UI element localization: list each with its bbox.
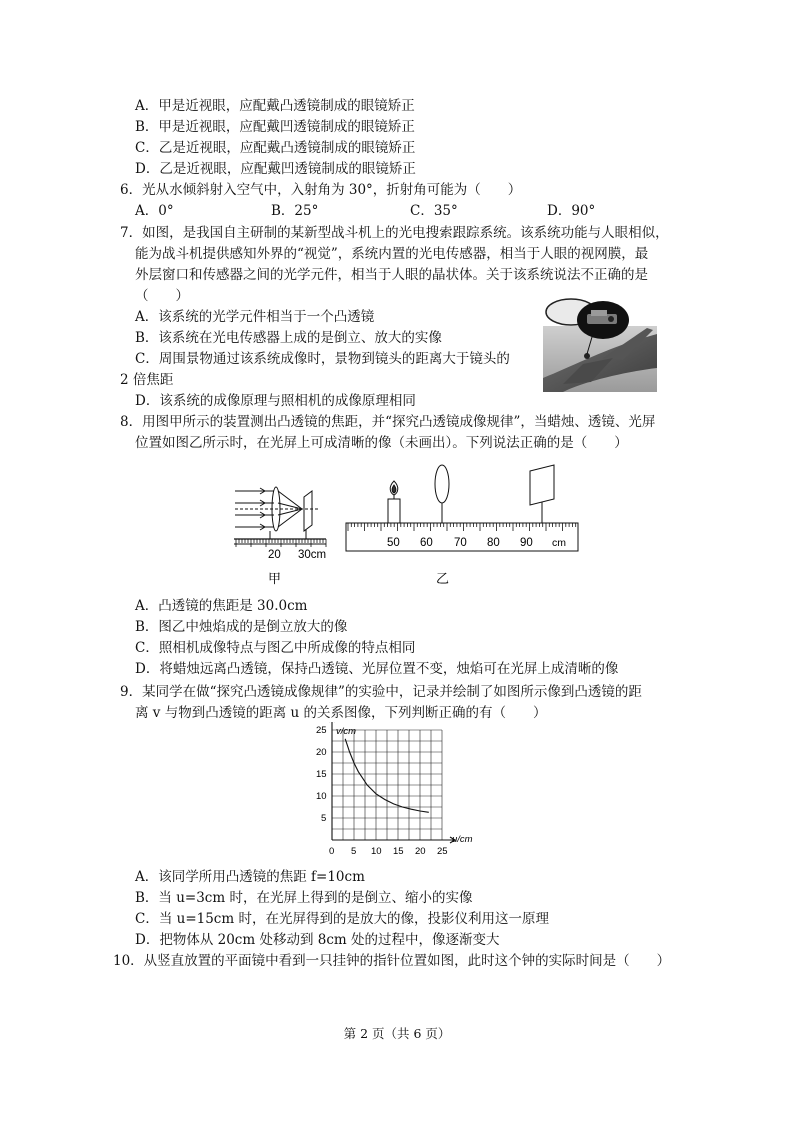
q9-option-d: D．把物体从 20cm 处移动到 8cm 处的过程中，像逐渐变大 (135, 932, 500, 948)
jia-tick-30: 30cm (298, 549, 327, 561)
q10-stem: 10．从竖直放置的平面镜中看到一只挂钟的指针位置如图，此时这个钟的实际时间是（ ） (113, 953, 671, 969)
q8-option-c: C．照相机成像特点与图乙中所成像的特点相同 (135, 640, 416, 656)
q6-option-c: C．35° (410, 203, 458, 219)
yi-tick-unit: cm (552, 537, 566, 549)
q7-option-b: B．该系统在光电传感器上成的是倒立、放大的实像 (135, 330, 442, 346)
yi-tick-90: 90 (520, 537, 533, 549)
q8-stem-line2: 位置如图乙所示时，在光屏上可成清晰的像（未画出）。下列说法正确的是（ ） (135, 435, 628, 451)
y-tick-label: 25 (316, 725, 327, 736)
q8-figures (230, 463, 582, 588)
y-tick-label: 10 (316, 791, 327, 802)
x-tick-label: 5 (351, 846, 357, 857)
q7-stem-line2: 能为战斗机提供感知外界的“视觉”，系统内置的光电传感器，相当于人眼的视网膜，最 (135, 246, 649, 262)
y-tick-label: 5 (321, 813, 327, 824)
yi-tick-80: 80 (487, 537, 500, 549)
q5-option-c: C．乙是近视眼，应配戴凸透镜制成的眼镜矫正 (135, 140, 416, 156)
q9-option-c: C．当 u=15cm 时，在光屏得到的是放大的像，投影仪利用这一原理 (135, 911, 549, 927)
q9-stem-line1: 9．某同学在做“探究凸透镜成像规律”的实验中，记录并绘制了如图所示像到凸透镜的距 (120, 684, 642, 700)
y-axis-label: v/cm (336, 726, 357, 737)
x-tick-label: 15 (393, 846, 404, 857)
figure-jia (234, 487, 326, 544)
q9-option-a: A．该同学所用凸透镜的焦距 f=10cm (135, 869, 365, 885)
q7-option-a: A．该系统的光学元件相当于一个凸透镜 (135, 309, 375, 325)
jia-tick-20: 20 (268, 549, 281, 561)
x-tick-label: 20 (415, 846, 426, 857)
x-tick-label: 10 (371, 846, 382, 857)
yi-caption: 乙 (436, 571, 450, 586)
q9-stem-line2: 离 v 与物到凸透镜的距离 u 的关系图像，下列判断正确的有（ ） (135, 705, 547, 721)
q7-stem-line4: （ ） (135, 288, 189, 304)
q7-option-c: C．周围景物通过该系统成像时，景物到镜头的距离大于镜头的 (135, 351, 510, 367)
q7-stem-line1: 7．如图，是我国自主研制的某新型战斗机上的光电搜索跟踪系统。该系统功能与人眼相似， (120, 225, 669, 241)
q7-option-d: D．该系统的成像原理与照相机的成像原理相同 (135, 393, 416, 409)
y-tick-label: 15 (316, 769, 327, 780)
x-tick-label: 0 (329, 846, 335, 857)
q5-option-b: B．甲是近视眼，应配戴凹透镜制成的眼镜矫正 (135, 119, 415, 135)
q6-stem: 6．光从水倾斜射入空气中，入射角为 30°，折射角可能为（ ） (120, 182, 522, 198)
q8-option-b: B．图乙中烛焰成的是倒立放大的像 (135, 619, 348, 635)
yi-tick-70: 70 (454, 537, 467, 549)
q8-stem-line1: 8．用图甲所示的装置测出凸透镜的焦距，并“探究凸透镜成像规律”，当蜡烛、透镜、光屏 (120, 414, 656, 430)
yi-tick-60: 60 (420, 537, 433, 549)
q5-option-d: D．乙是近视眼，应配戴凹透镜制成的眼镜矫正 (135, 161, 416, 177)
q5-option-a: A．甲是近视眼，应配戴凸透镜制成的眼镜矫正 (135, 98, 415, 114)
page-footer: 第 2 页（共 6 页） (343, 1026, 451, 1041)
q8-option-a: A．凸透镜的焦距是 30.0cm (135, 598, 308, 614)
y-tick-label: 20 (316, 747, 327, 758)
q8-option-d: D．将蜡烛远离凸透镜，保持凸透镜、光屏位置不变，烛焰可在光屏上成清晰的像 (135, 661, 619, 677)
q9-uv-chart (312, 722, 482, 870)
x-axis-label: u/cm (452, 834, 473, 845)
fighter-jet-photo (543, 298, 657, 392)
q9-option-b: B．当 u=3cm 时，在光屏上得到的是倒立、缩小的实像 (135, 890, 473, 906)
q6-option-b: B．25° (271, 203, 319, 219)
yi-tick-50: 50 (387, 537, 400, 549)
q7-option-c-cont: 2 倍焦距 (120, 372, 174, 388)
x-tick-label: 25 (437, 846, 448, 857)
jia-caption: 甲 (268, 571, 282, 586)
q7-stem-line3: 外层窗口和传感器之间的光学元件，相当于人眼的晶状体。关于该系统说法不正确的是 (135, 267, 648, 283)
q6-option-a: A．0° (135, 203, 174, 219)
q6-option-d: D．90° (547, 203, 596, 219)
